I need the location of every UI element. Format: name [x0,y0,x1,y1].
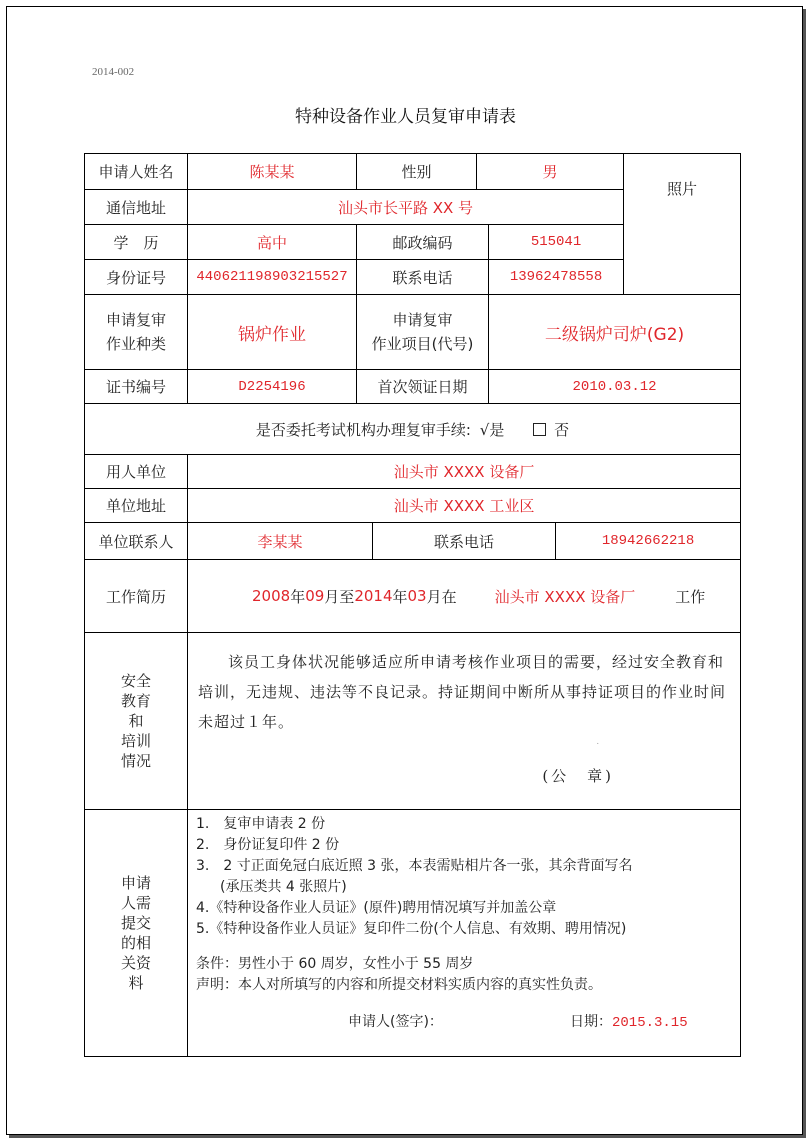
signature-line [196,1004,740,1044]
phone-value[interactable]: 13962478558 [489,260,624,295]
employer-phone-value[interactable]: 18942662218 [556,523,741,560]
document-item: 1. 复审申请表 2 份 [196,816,326,832]
work-month-to: 月至 [324,587,355,606]
documents-label-line1: 申请 [120,874,151,892]
contact-label: 单位联系人 [85,523,188,560]
documents-label-line4: 的相 [120,934,151,952]
employer-label: 用人单位 [85,455,188,489]
category-label-line2: 作业种类 [105,335,166,353]
document-item: 3. 2 寸正面免冠白底近照 3 张，本表需贴相片各一张，其余背面写名 [196,858,633,874]
document-code: 2014-002 [92,66,135,78]
employer-address-value[interactable]: 汕头市 XXXX 工业区 [188,489,741,523]
cert-number-value[interactable]: D2254196 [188,370,357,404]
gender-value[interactable]: 男 [477,154,624,190]
category-label-line1: 申请复审 [105,311,166,329]
id-number-label: 身份证号 [85,260,188,295]
name-value[interactable]: 陈某某 [188,154,357,190]
photo-label: 照片 [667,179,698,198]
work-history-label: 工作简历 [85,560,188,633]
employer-phone-label: 联系电话 [373,523,556,560]
document-item-continued: (承压类共 4 张照片) [220,879,347,895]
documents-label-line3: 提交 [120,914,151,932]
address-value[interactable]: 汕头市长平路 XX 号 [188,190,624,225]
documents-list [188,810,741,1057]
work-unit: 汕头市 XXXX 设备厂 [494,587,636,606]
training-label [85,633,188,810]
phone-label: 联系电话 [357,260,489,295]
document-item: 5.《特种设备作业人员证》复印件二份(个人信息、有效期、聘用情况) [196,921,627,937]
consign-question: 是否委托考试机构办理复审手续: [255,420,471,439]
work-year-word-2: 年 [392,587,408,606]
documents-label-line5: 关资 [120,954,151,972]
work-from-month: 09 [305,587,325,605]
contact-value[interactable]: 李某某 [188,523,373,560]
work-to-year: 2014 [354,587,393,605]
training-label-line5: 情况 [120,752,151,770]
first-date-label: 首次领证日期 [357,370,489,404]
item-value[interactable]: 二级锅炉司炉(G2) [489,295,741,370]
employer-address-label: 单位地址 [85,489,188,523]
item-label-line1: 申请复审 [392,311,453,329]
documents-label [85,810,188,1057]
item-label-line2: 作业项目(代号) [371,335,474,353]
declaration-text: 声明：本人对所填写的内容和所提交材料实质内容的真实性负责。 [196,977,602,993]
sign-date-value[interactable]: 2015.3.15 [612,1015,688,1031]
document-item: 2. 身份证复印件 2 份 [196,837,340,853]
documents-label-line2: 人需 [120,894,151,912]
official-seal-label: (公 章) [542,767,615,785]
postcode-label: 邮政编码 [357,225,489,260]
documents-label-line6: 料 [128,974,144,992]
consign-no-label: 否 [554,420,570,439]
education-value[interactable]: 高中 [188,225,357,260]
seal-dot: . [596,737,601,746]
eligibility-condition: 条件：男性小于 60 周岁，女性小于 55 周岁 [196,956,474,972]
sign-date-label: 日期： [570,1014,612,1030]
training-label-line1: 安全 [120,672,151,690]
training-label-line2: 教育 [120,692,151,710]
category-value[interactable]: 锅炉作业 [188,295,357,370]
work-to-month: 03 [407,587,427,605]
category-label [85,295,188,370]
work-year-word-1: 年 [290,587,306,606]
first-date-value[interactable]: 2010.03.12 [489,370,741,404]
training-paragraph: 该员工身体状况能够适应所申请考核作业项目的需要，经过安全教育和培训，无违规、违法等不良记录。持证期间中断所从事持证项目的作业时间未超过１年。 [198,653,727,731]
consign-no-checkbox[interactable] [533,423,546,436]
id-number-value[interactable]: 440621198903215527 [188,260,357,295]
consign-row [85,404,741,455]
consign-yes-option[interactable]: √是 [479,420,505,439]
item-label [357,295,489,370]
sign-date [570,1012,688,1034]
work-history-value[interactable] [188,560,741,633]
work-from-year: 2008 [252,587,291,605]
training-description[interactable] [188,633,741,810]
photo-placeholder[interactable] [624,154,741,295]
training-label-line3: 和 [128,712,144,730]
name-label: 申请人姓名 [85,154,188,190]
cert-number-label: 证书编号 [85,370,188,404]
application-form-table [84,153,741,1057]
signature-label[interactable]: 申请人(签字)： [348,1014,443,1030]
education-label: 学 历 [85,225,188,260]
work-word: 工作 [675,587,706,606]
address-label: 通信地址 [85,190,188,225]
postcode-value[interactable]: 515041 [489,225,624,260]
employer-value[interactable]: 汕头市 XXXX 设备厂 [188,455,741,489]
gender-label: 性别 [357,154,477,190]
form-title: 特种设备作业人员复审申请表 [295,107,516,127]
work-month-at: 月在 [426,587,457,606]
document-item: 4.《特种设备作业人员证》(原件)聘用情况填写并加盖公章 [196,900,557,916]
training-label-line4: 培训 [120,732,151,750]
